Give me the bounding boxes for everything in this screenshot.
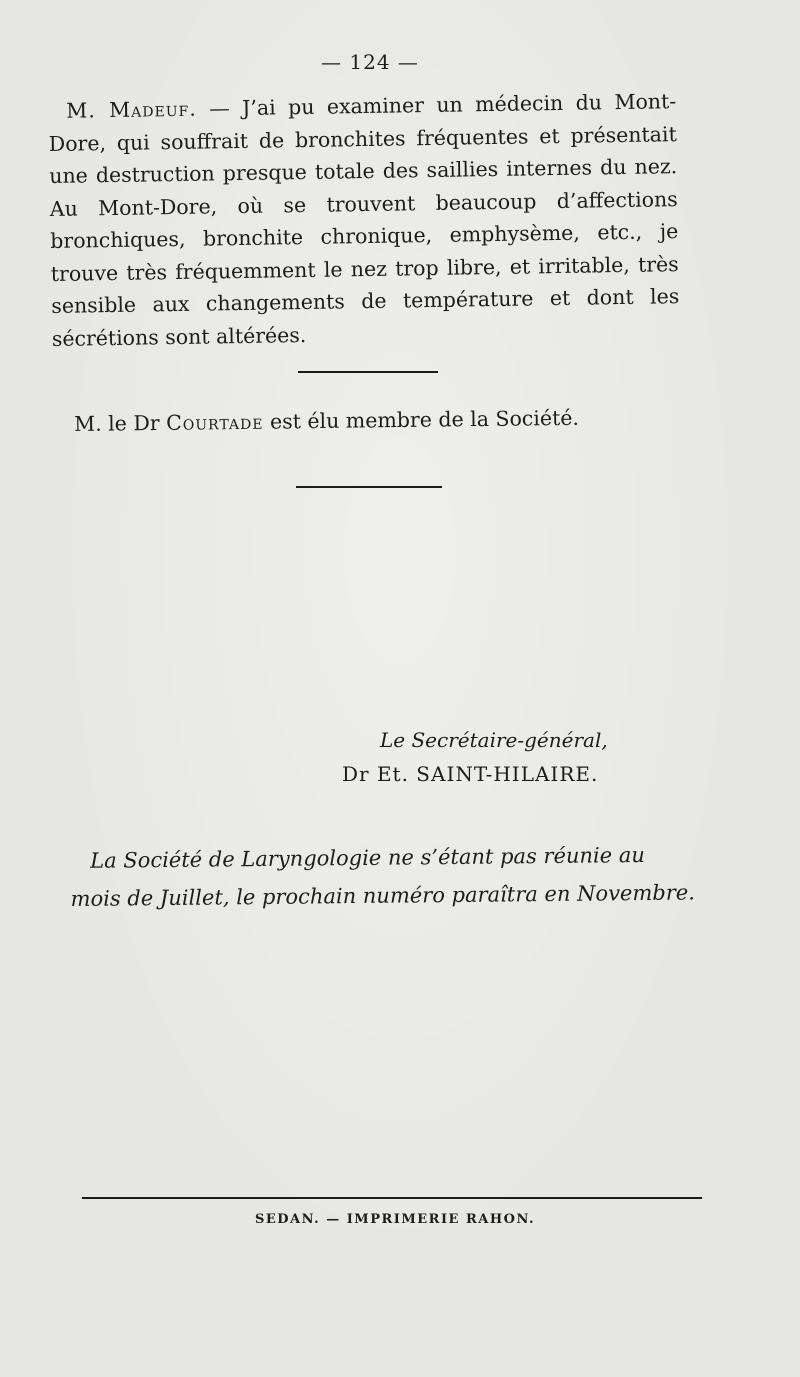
section-divider [296, 486, 442, 488]
elected-member-name: Courtade [165, 409, 264, 435]
section-divider [298, 371, 438, 373]
speaker-name: M. Madeuf. [66, 96, 197, 123]
discussion-text: — J’ai pu examiner un médecin du Mont-Dore, qui souffrait de bronchites fréquentes et présentait une destruction presque totale des saillies internes du nez. Au Mont-Dore, où se trouvent beaucoup d’affections bronchiques, bronchite chronique, emphysème, etc., je trouve très fréquemment le nez trop libre, et irritable, très sensible aux changements de température et dont les sécrétions sont altérées. [48, 89, 680, 351]
notice-text: La Société de Laryngologie ne s’étant pas réunie au mois de Juillet, le prochain numéro paraîtra en Novembre. [70, 842, 696, 911]
election-notice [74, 406, 579, 436]
discussion-paragraph [48, 85, 680, 355]
election-suffix: est élu membre de la Société. [263, 405, 580, 434]
footer-rule [82, 1197, 702, 1199]
page-number: — 124 — [321, 50, 419, 74]
election-prefix: M. le Dr [74, 410, 167, 436]
signature-name: Dr Et. SAINT-HILAIRE. [342, 762, 599, 786]
signature-role: Le Secrétaire-général, [380, 728, 608, 752]
publication-notice [70, 835, 697, 918]
printer-imprint: SEDAN. — IMPRIMERIE RAHON. [254, 1212, 536, 1227]
